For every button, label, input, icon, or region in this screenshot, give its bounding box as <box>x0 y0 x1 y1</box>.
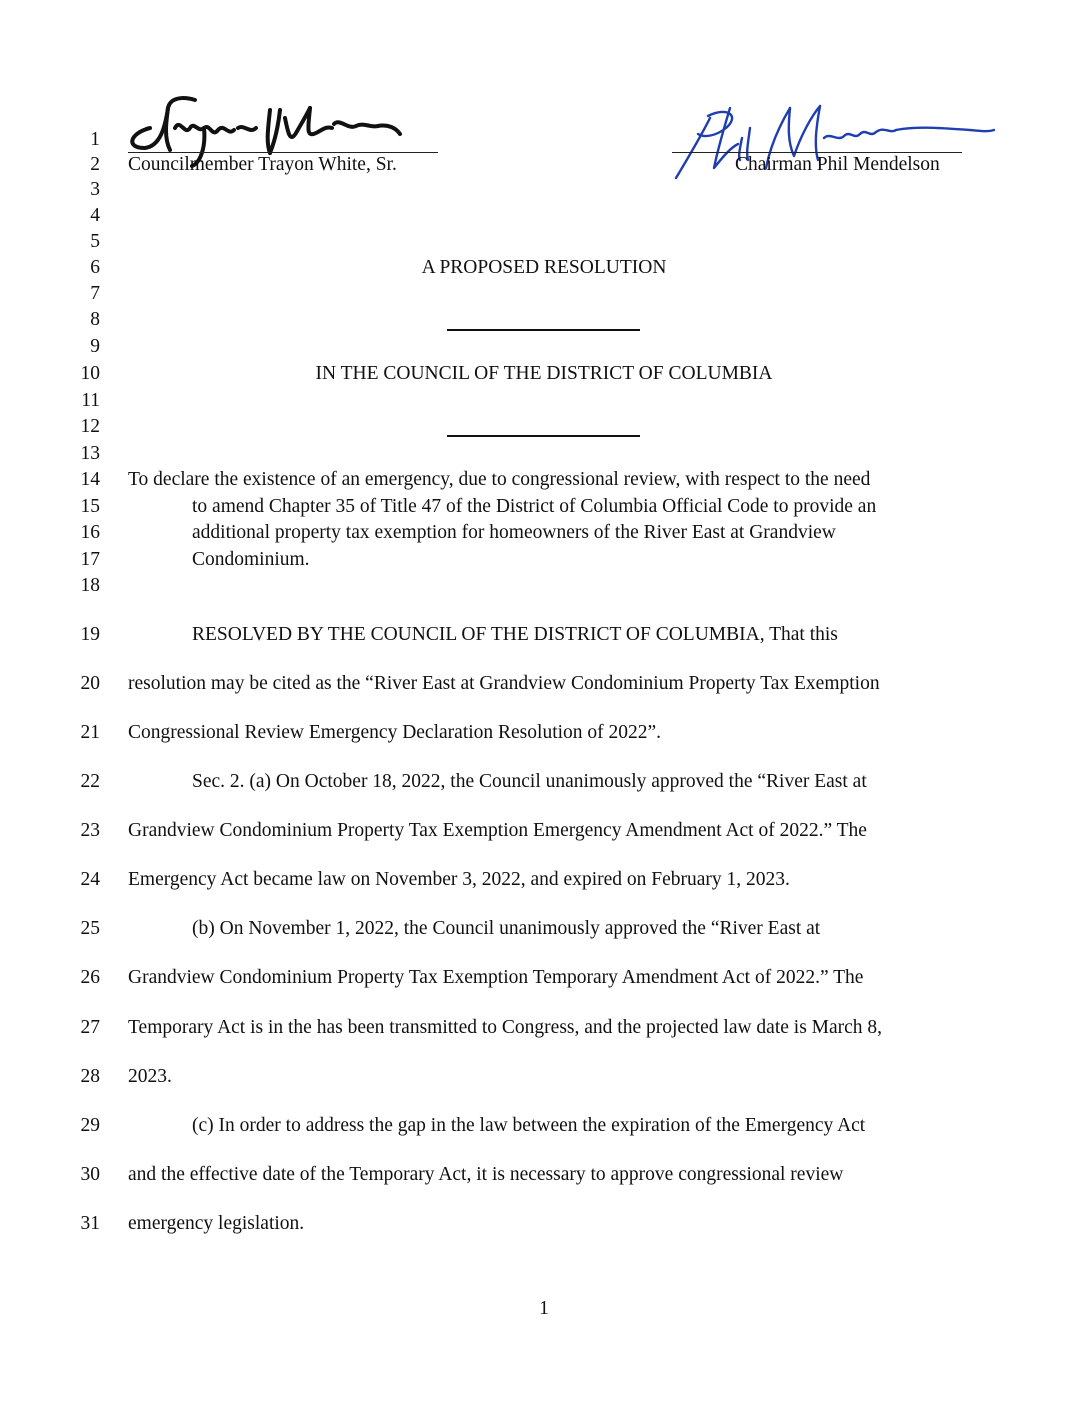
line-number: 28 <box>80 1066 100 1087</box>
council-heading: IN THE COUNCIL OF THE DISTRICT OF COLUMBIA <box>315 363 773 384</box>
long-title-line: To declare the existence of an emergency, due to congressional review, with respect to the need <box>128 469 871 490</box>
body-line: RESOLVED BY THE COUNCIL OF THE DISTRICT OF COLUMBIA, That this <box>192 624 838 645</box>
long-title-line: to amend Chapter 35 of Title 47 of the District of Columbia Official Code to provide an <box>192 496 877 517</box>
line-number: 26 <box>80 967 100 988</box>
line-number: 22 <box>80 771 100 792</box>
body-line: Emergency Act became law on November 3, 2022, and expired on February 1, 2023. <box>128 869 790 890</box>
line-number: 1 <box>90 129 100 150</box>
line-number: 29 <box>80 1115 100 1136</box>
long-title-line: additional property tax exemption for homeowners of the River East at Grandview <box>192 522 836 543</box>
line-number: 16 <box>80 522 100 543</box>
long-title-line: Condominium. <box>192 549 310 570</box>
line-number: 9 <box>90 336 100 357</box>
body-line: Grandview Condominium Property Tax Exemption Emergency Amendment Act of 2022.” The <box>128 820 867 841</box>
line-number: 19 <box>80 624 100 645</box>
line-number: 10 <box>80 363 100 384</box>
body-line: Congressional Review Emergency Declaration Resolution of 2022”. <box>128 722 662 743</box>
line-number: 15 <box>80 496 100 517</box>
line-number: 20 <box>80 673 100 694</box>
body-line: (c) In order to address the gap in the law between the expiration of the Emergency Act <box>192 1115 866 1136</box>
line-number: 8 <box>90 309 100 330</box>
left-signer-name: Councilmember Trayon White, Sr. <box>128 154 397 175</box>
line-number: 11 <box>81 390 100 411</box>
line-number: 27 <box>80 1017 100 1038</box>
body-line: and the effective date of the Temporary Act, it is necessary to approve congressional review <box>128 1164 844 1185</box>
line-number: 7 <box>90 283 100 304</box>
line-number: 25 <box>80 918 100 939</box>
line-number: 6 <box>90 257 100 278</box>
document-title: A PROPOSED RESOLUTION <box>421 257 667 278</box>
right-signer-name: Chairman Phil Mendelson <box>735 154 940 175</box>
line-number: 30 <box>80 1164 100 1185</box>
line-number: 5 <box>90 231 100 252</box>
body-line: 2023. <box>128 1066 172 1087</box>
line-number: 12 <box>80 416 100 437</box>
line-number: 23 <box>80 820 100 841</box>
line-number: 18 <box>80 575 100 596</box>
body-line: Sec. 2. (a) On October 18, 2022, the Council unanimously approved the “River East at <box>192 771 867 792</box>
line-number: 24 <box>80 869 100 890</box>
line-number: 21 <box>80 722 100 743</box>
line-number: 4 <box>90 205 100 226</box>
title-rule <box>447 329 640 331</box>
line-number: 13 <box>80 443 100 464</box>
council-rule <box>447 435 640 437</box>
body-line: emergency legislation. <box>128 1213 305 1234</box>
line-number: 14 <box>80 469 100 490</box>
body-line: (b) On November 1, 2022, the Council unanimously approved the “River East at <box>192 918 821 939</box>
line-number: 2 <box>90 154 100 175</box>
left-signature-line <box>128 152 438 153</box>
body-line: resolution may be cited as the “River East at Grandview Condominium Property Tax Exemption <box>128 673 880 694</box>
line-number: 17 <box>80 549 100 570</box>
body-line: Grandview Condominium Property Tax Exemption Temporary Amendment Act of 2022.” The <box>128 967 864 988</box>
line-number: 31 <box>80 1213 100 1234</box>
body-line: Temporary Act is in the has been transmitted to Congress, and the projected law date is March 8, <box>128 1017 883 1038</box>
right-signature-line <box>672 152 962 153</box>
line-number: 3 <box>90 179 100 200</box>
page-number: 1 <box>539 1298 549 1319</box>
